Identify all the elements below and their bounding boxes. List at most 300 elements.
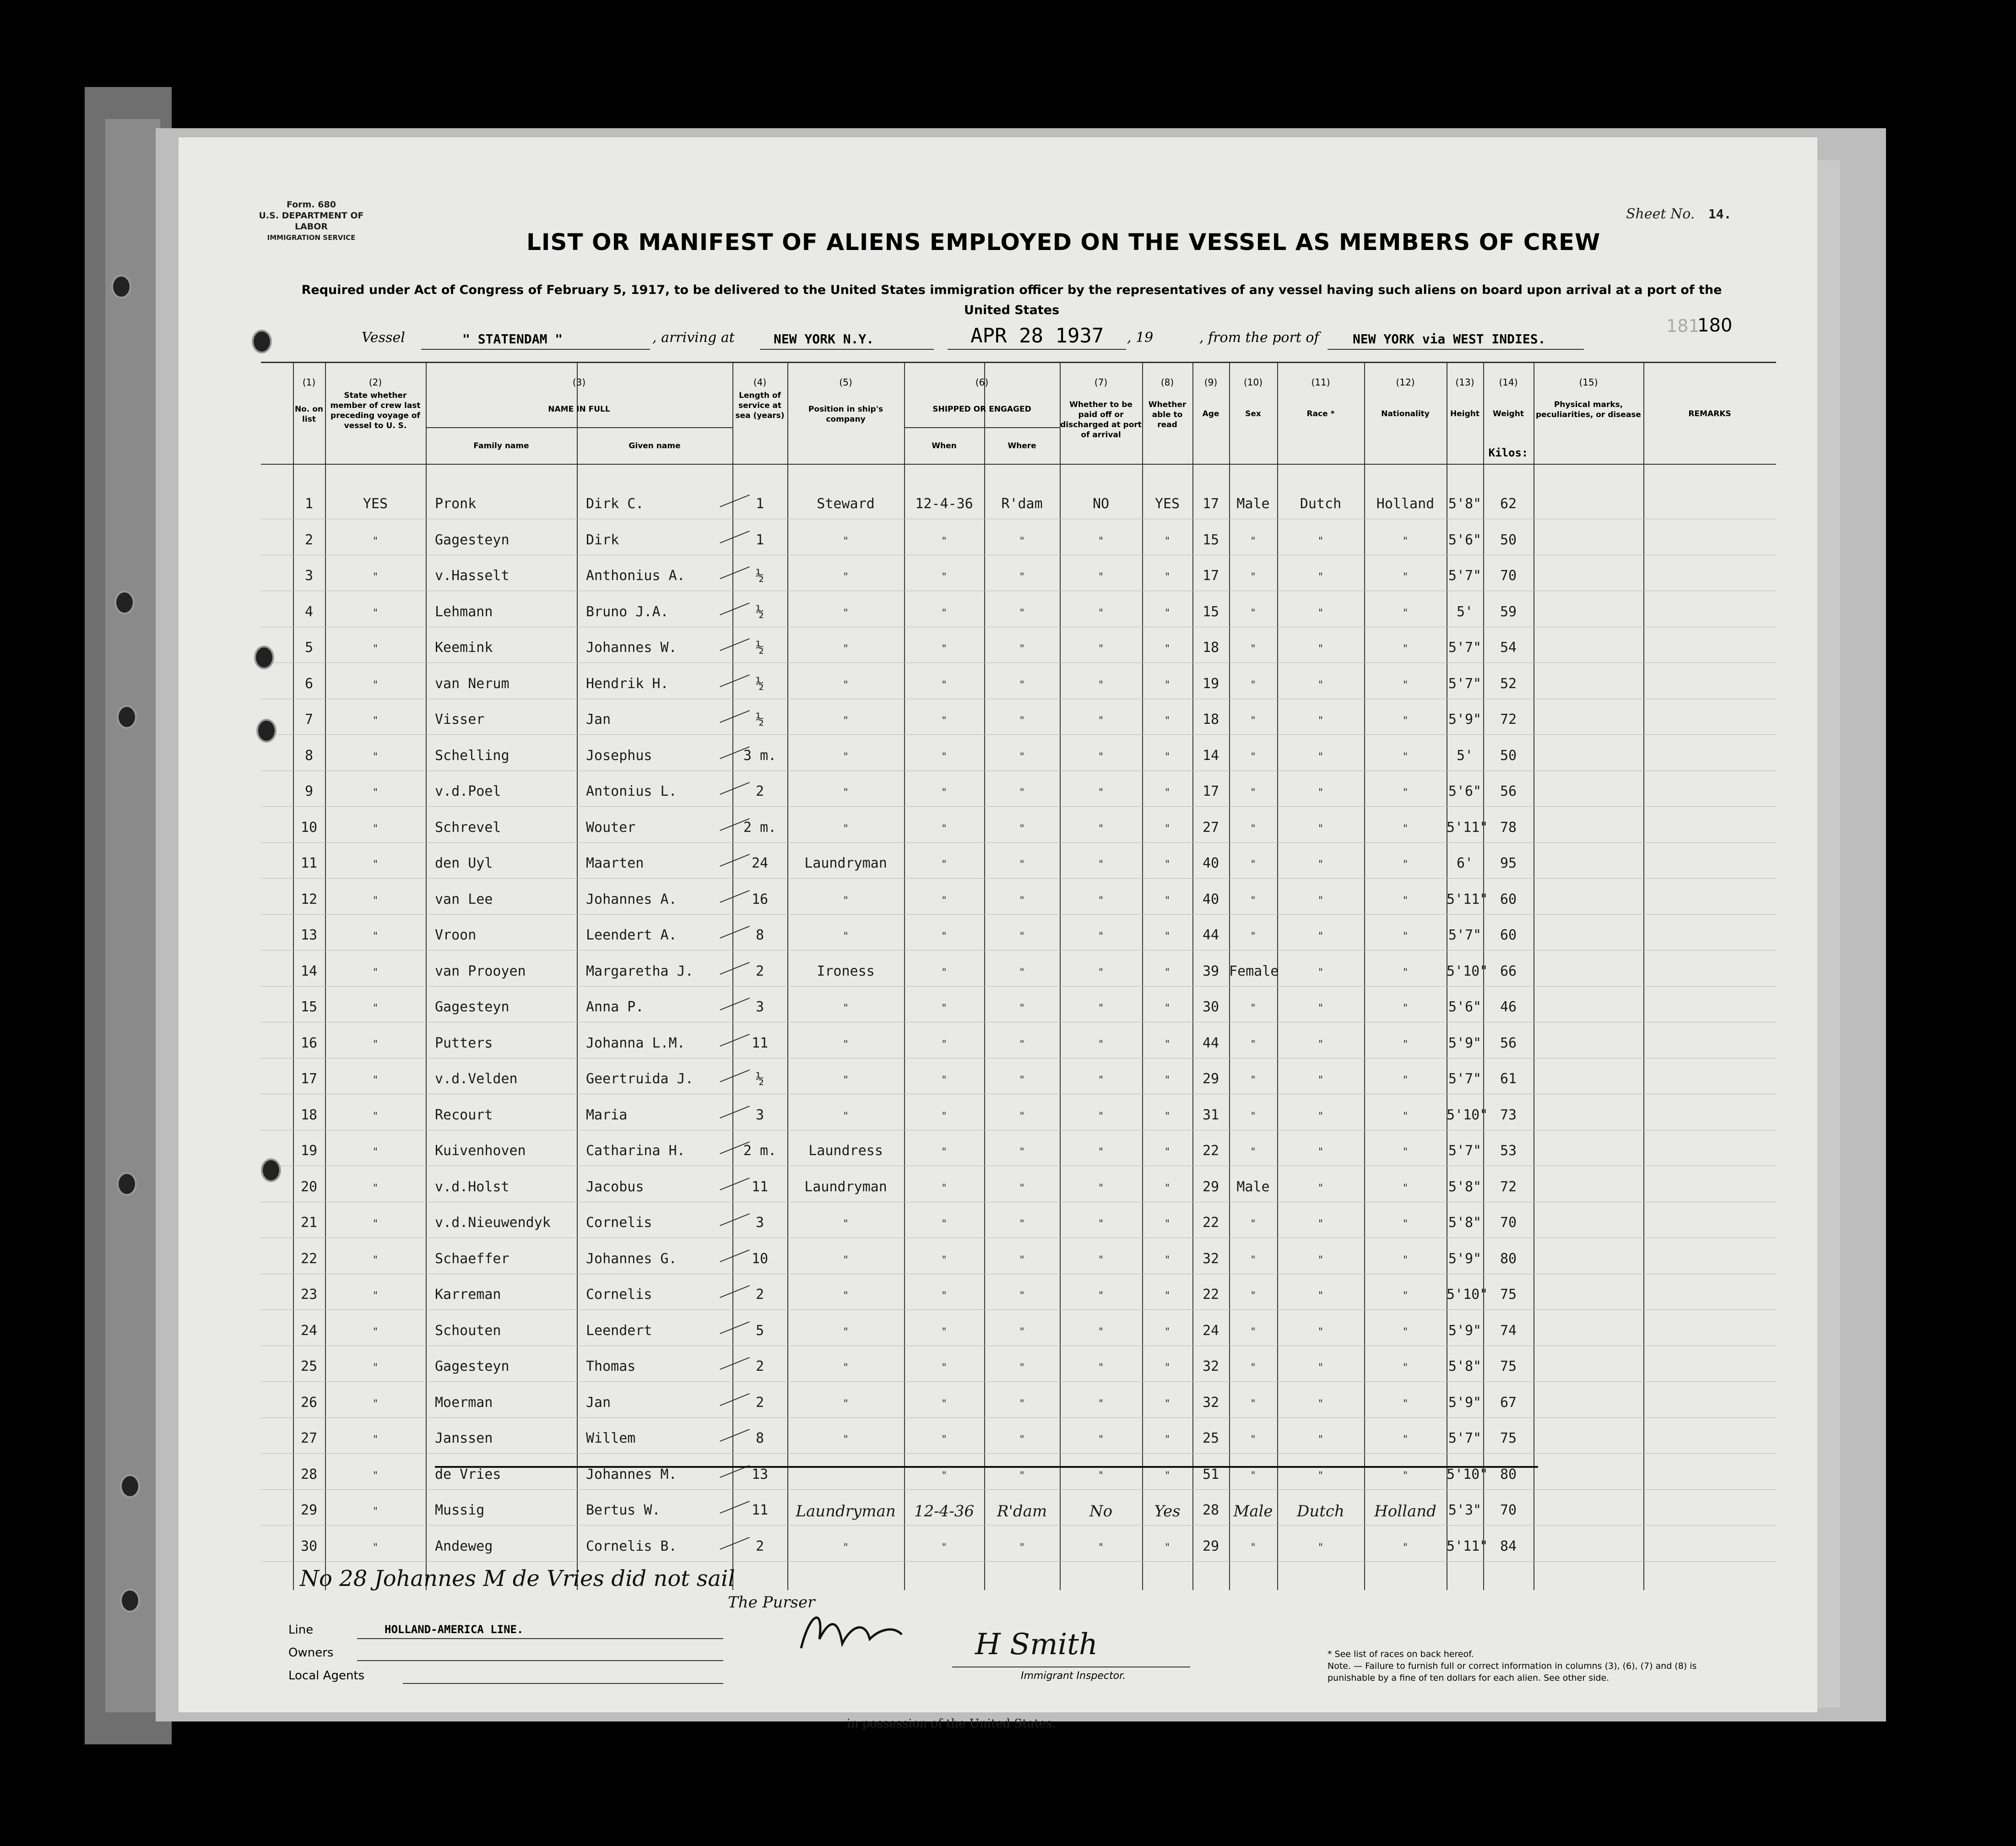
cell-race: "	[1317, 751, 1324, 763]
cell-read: "	[1164, 1075, 1171, 1086]
footnote-races: * See list of races on back hereof.	[1328, 1649, 1474, 1659]
cell-nationality: "	[1402, 1218, 1409, 1230]
col-header-where: Where	[1008, 441, 1036, 451]
cell-height: 5'8"	[1448, 1358, 1482, 1374]
cell-prev: "	[372, 1398, 379, 1410]
cell-family: Karreman	[435, 1287, 501, 1303]
cell-family: Schrevel	[435, 819, 501, 836]
cell-no: 22	[300, 1250, 318, 1267]
cell-no: 13	[300, 927, 318, 943]
cell-given: Johannes W.	[586, 640, 677, 656]
cell-position: Laundryman	[804, 855, 887, 871]
col-num: (3)	[572, 377, 586, 388]
cell-read: "	[1164, 1038, 1171, 1050]
cell-prev: "	[372, 1326, 379, 1338]
col-num: (8)	[1160, 377, 1174, 388]
cell-service: 3	[755, 1107, 764, 1123]
cell-where: "	[1019, 1398, 1025, 1410]
row-rule	[261, 1525, 1776, 1526]
cell-weight: 75	[1500, 1358, 1517, 1374]
cell-where: "	[1019, 1434, 1025, 1445]
cell-age: 19	[1202, 675, 1219, 692]
strikethrough-row-28	[435, 1466, 1538, 1468]
cell-family: Andeweg	[435, 1538, 493, 1554]
cell-sex: Female	[1229, 963, 1279, 979]
cell-service: 11	[751, 1035, 769, 1051]
cell-race: "	[1317, 859, 1324, 870]
cell-height: 5'8"	[1448, 496, 1482, 512]
cell-prev: YES	[363, 496, 388, 512]
cell-position: Laundryman	[804, 1178, 887, 1195]
cell-paid: "	[1098, 715, 1104, 727]
cell-where: "	[1019, 1003, 1025, 1014]
cell-weight: 56	[1500, 1035, 1517, 1051]
cell-sex: "	[1250, 859, 1257, 870]
cell-nationality: "	[1402, 1470, 1409, 1482]
col-header-paid-off: Whether to be paid off or discharged at port of arrival	[1060, 400, 1142, 440]
cell-prev: "	[372, 1075, 379, 1086]
cell-family: van Nerum	[435, 675, 509, 692]
cell-paid: "	[1098, 859, 1104, 870]
cell-nationality: "	[1402, 751, 1409, 763]
cell-height: 5'10"	[1447, 1287, 1488, 1303]
cell-where: "	[1019, 1110, 1025, 1122]
cell-no: 9	[304, 783, 314, 799]
cell-race: "	[1317, 571, 1324, 583]
cell-read: "	[1164, 966, 1171, 978]
cell-prev: "	[372, 859, 379, 870]
cell-service: 2	[755, 1394, 764, 1411]
cell-given: Cornelis	[586, 1287, 652, 1303]
cell-given: Catharina H.	[586, 1143, 685, 1159]
agents-underline	[403, 1683, 723, 1684]
cell-read: "	[1164, 1003, 1171, 1014]
vessel-name: " STATENDAM "	[462, 331, 563, 347]
cell-position: "	[842, 1218, 849, 1230]
cell-prev: "	[372, 751, 379, 763]
cell-read: "	[1164, 1398, 1171, 1410]
cell-sex: "	[1250, 679, 1257, 691]
cell-age: 32	[1202, 1250, 1219, 1267]
cell-sex: "	[1250, 1398, 1257, 1410]
cell-no: 8	[304, 747, 314, 764]
cell-service: 8	[755, 927, 764, 943]
cell-prev: "	[372, 715, 379, 727]
vessel-label: Vessel	[362, 330, 405, 346]
cell-family: v.d.Velden	[435, 1071, 518, 1087]
cell-read: "	[1164, 859, 1171, 870]
cell-nationality: "	[1402, 931, 1409, 942]
cell-height: 5'10"	[1447, 963, 1488, 979]
cell-family: Vroon	[435, 927, 477, 943]
punch-hole	[117, 1172, 137, 1196]
from-underline	[1328, 349, 1584, 350]
cell-race: "	[1317, 1470, 1324, 1482]
shipped-subheader-line	[904, 427, 1060, 428]
cell-paid: "	[1098, 535, 1104, 547]
cell-no: 20	[300, 1178, 318, 1195]
cell-service: 10	[751, 1250, 769, 1267]
cell-service: ½	[755, 1071, 764, 1087]
cell-sex: "	[1250, 1362, 1257, 1374]
punch-hole	[252, 330, 272, 353]
cell-race: "	[1317, 966, 1324, 978]
cell-where: "	[1019, 1470, 1025, 1482]
col-num: (7)	[1094, 377, 1108, 388]
crew-table	[261, 362, 1776, 1590]
cell-no: 7	[304, 711, 314, 728]
owners-underline	[357, 1660, 723, 1661]
row-rule	[261, 1309, 1776, 1310]
cell-position: "	[842, 1434, 849, 1445]
cell-where: "	[1019, 1254, 1025, 1266]
col-header-position: Position in ship's company	[808, 405, 883, 424]
col-num: (12)	[1396, 377, 1415, 388]
cell-when: "	[941, 1110, 948, 1122]
cell-weight: 52	[1500, 675, 1517, 692]
cell-no: 10	[300, 819, 318, 836]
cell-position: "	[842, 823, 849, 835]
cell-height: 5'6"	[1448, 783, 1482, 799]
faint-page-number: 181	[1666, 316, 1700, 336]
cell-where: "	[1019, 1146, 1025, 1158]
cell-where: "	[1019, 823, 1025, 835]
cell-position: "	[842, 1290, 849, 1302]
cell-weight: 75	[1500, 1287, 1517, 1303]
col-header-read: Whether able to read	[1148, 400, 1187, 429]
cell-age: 39	[1202, 963, 1219, 979]
row-rule	[261, 986, 1776, 987]
cell-nationality: "	[1402, 1182, 1409, 1194]
cell-read: YES	[1154, 496, 1180, 512]
cell-when: "	[941, 1398, 948, 1410]
cell-age: 40	[1202, 891, 1219, 907]
cell-paid: "	[1098, 966, 1104, 978]
cell-height: 6'	[1456, 855, 1474, 871]
cell-read: "	[1164, 1290, 1171, 1302]
cell-given: Maria	[586, 1107, 628, 1123]
cell-where: "	[1019, 1362, 1025, 1374]
cell-family: Gagesteyn	[435, 999, 509, 1015]
cell-prev: "	[372, 1434, 379, 1445]
cell-read: "	[1164, 1470, 1171, 1482]
cell-sex: "	[1250, 535, 1257, 547]
cell-position: "	[842, 535, 849, 547]
cell-sex: "	[1250, 787, 1257, 798]
cell-service: 8	[755, 1430, 764, 1446]
cell-when: "	[941, 931, 948, 942]
cell-position: "	[842, 751, 849, 763]
cell-paid: "	[1098, 931, 1104, 942]
col-header-shipped: SHIPPED OR ENGAGED	[932, 405, 1031, 414]
cell-when: "	[941, 571, 948, 583]
purser-signature	[797, 1602, 916, 1662]
cell-family: Gagesteyn	[435, 532, 509, 548]
col-num: (11)	[1311, 377, 1330, 388]
cell-race: "	[1317, 1182, 1324, 1194]
cell-when: "	[941, 679, 948, 691]
cell-nationality: "	[1402, 571, 1409, 583]
cell-no: 6	[304, 675, 314, 692]
port-underline	[760, 349, 934, 350]
cell-given: Johannes G.	[586, 1250, 677, 1267]
cell-nationality: Holland	[1374, 1502, 1436, 1520]
cell-family: van Prooyen	[435, 963, 526, 979]
col-header-weight: Weight	[1493, 409, 1524, 418]
cell-no: 26	[300, 1394, 318, 1411]
punch-hole	[114, 591, 135, 614]
cell-when: "	[941, 1146, 948, 1158]
cell-sex: "	[1250, 1218, 1257, 1230]
cell-age: 18	[1202, 640, 1219, 656]
cell-sex: "	[1250, 1146, 1257, 1158]
cell-nationality: "	[1402, 1398, 1409, 1410]
cell-race: "	[1317, 1038, 1324, 1050]
col-num: (13)	[1455, 377, 1474, 388]
form-header	[252, 199, 371, 243]
cell-height: 5'9"	[1448, 1250, 1482, 1267]
cell-height: 5'	[1456, 603, 1474, 620]
cell-given: Dirk C.	[586, 496, 644, 512]
cell-no: 28	[300, 1466, 318, 1482]
cell-nationality: "	[1402, 1038, 1409, 1050]
cell-where: R'dam	[997, 1502, 1047, 1520]
cell-when: "	[941, 607, 948, 619]
cell-race: "	[1317, 895, 1324, 907]
cell-age: 18	[1202, 711, 1219, 728]
cell-service: 11	[751, 1502, 769, 1518]
cell-given: Bertus W.	[586, 1502, 661, 1518]
cell-no: 19	[300, 1143, 318, 1159]
cell-weight: 80	[1500, 1466, 1517, 1482]
cell-family: Putters	[435, 1035, 493, 1051]
cell-position: "	[842, 715, 849, 727]
punch-hole	[120, 1474, 140, 1498]
cell-sex: "	[1250, 931, 1257, 942]
cell-when: "	[941, 1182, 948, 1194]
cell-paid: "	[1098, 1326, 1104, 1338]
cell-sex: "	[1250, 1542, 1257, 1553]
cell-weight: 60	[1500, 927, 1517, 943]
col-num: (10)	[1243, 377, 1263, 388]
cell-age: 25	[1202, 1430, 1219, 1446]
cell-race: "	[1317, 715, 1324, 727]
cell-given: Jacobus	[586, 1178, 644, 1195]
cell-weight: 66	[1500, 963, 1517, 979]
cell-age: 44	[1202, 927, 1219, 943]
cell-height: 5'8"	[1448, 1215, 1482, 1231]
cell-position: "	[842, 1326, 849, 1338]
cell-prev: "	[372, 1362, 379, 1374]
cell-sex: "	[1250, 571, 1257, 583]
cell-paid: "	[1098, 1182, 1104, 1194]
cell-given: Margaretha J.	[586, 963, 694, 979]
cell-read: "	[1164, 1362, 1171, 1374]
cell-paid: "	[1098, 1434, 1104, 1445]
cell-weight: 80	[1500, 1250, 1517, 1267]
cell-when: "	[941, 715, 948, 727]
cell-weight: 54	[1500, 640, 1517, 656]
col-num: (15)	[1579, 377, 1598, 388]
cell-service: 2	[755, 1287, 764, 1303]
cell-given: Willem	[586, 1430, 636, 1446]
cell-no: 21	[300, 1215, 318, 1231]
col-header-prev-voyage: State whether member of crew last preceding voyage of vessel to U. S.	[330, 391, 421, 430]
cell-paid: "	[1098, 787, 1104, 798]
cell-family: Recourt	[435, 1107, 493, 1123]
cell-age: 29	[1202, 1538, 1219, 1554]
cell-paid: "	[1098, 751, 1104, 763]
cell-sex: "	[1250, 1110, 1257, 1122]
cell-weight: 53	[1500, 1143, 1517, 1159]
arriving-port: NEW YORK N.Y.	[774, 331, 874, 347]
cell-weight: 74	[1500, 1322, 1517, 1339]
cell-nationality: "	[1402, 966, 1409, 978]
cell-read: "	[1164, 1326, 1171, 1338]
cell-height: 5'10"	[1447, 1107, 1488, 1123]
cell-family: v.d.Nieuwendyk	[435, 1215, 551, 1231]
cell-prev: "	[372, 823, 379, 835]
cell-race: "	[1317, 1003, 1324, 1014]
cell-when: "	[941, 1326, 948, 1338]
cell-paid: "	[1098, 607, 1104, 619]
cell-nationality: "	[1402, 1110, 1409, 1122]
cell-no: 17	[300, 1071, 318, 1087]
cell-paid: "	[1098, 895, 1104, 907]
col-num: (6)	[975, 377, 989, 388]
cell-weight: 59	[1500, 603, 1517, 620]
cell-service: 2 m.	[743, 819, 777, 836]
cell-no: 25	[300, 1358, 318, 1374]
cell-height: 5'7"	[1448, 1143, 1482, 1159]
cell-paid: "	[1098, 1003, 1104, 1014]
cell-where: "	[1019, 535, 1025, 547]
cell-paid: "	[1098, 1470, 1104, 1482]
cell-where: "	[1019, 715, 1025, 727]
cell-read: "	[1164, 751, 1171, 763]
year-label: , 19	[1127, 330, 1154, 346]
punch-hole	[254, 646, 274, 669]
cell-nationality: "	[1402, 1434, 1409, 1445]
cell-weight: 84	[1500, 1538, 1517, 1554]
cell-weight: 60	[1500, 891, 1517, 907]
cell-given: Jan	[586, 711, 611, 728]
cell-age: 14	[1202, 747, 1219, 764]
cell-sex: "	[1250, 1003, 1257, 1014]
cell-weight: 61	[1500, 1071, 1517, 1087]
cell-family: v.d.Poel	[435, 783, 501, 799]
cell-when: "	[941, 1003, 948, 1014]
cell-paid: "	[1098, 1398, 1104, 1410]
cell-age: 40	[1202, 855, 1219, 871]
row-rule	[261, 914, 1776, 915]
row-rule	[261, 1453, 1776, 1454]
cell-sex: Male	[1236, 1178, 1270, 1195]
cell-when: "	[941, 1075, 948, 1086]
owners-label: Owners	[288, 1646, 334, 1660]
cell-weight: 46	[1500, 999, 1517, 1015]
sheet-number	[1626, 206, 1731, 222]
cell-weight: 72	[1500, 711, 1517, 728]
cell-given: Wouter	[586, 819, 636, 836]
cell-where: "	[1019, 787, 1025, 798]
cell-where: "	[1019, 1218, 1025, 1230]
cell-no: 18	[300, 1107, 318, 1123]
cell-read: "	[1164, 931, 1171, 942]
cell-service: 1	[755, 532, 764, 548]
cell-paid: "	[1098, 643, 1104, 655]
cell-where: "	[1019, 931, 1025, 942]
cell-when: "	[941, 751, 948, 763]
cell-position: "	[842, 787, 849, 798]
name-subheader-line	[426, 427, 732, 428]
cell-race: "	[1317, 1146, 1324, 1158]
cell-when: "	[941, 1362, 948, 1374]
cell-race: "	[1317, 931, 1324, 942]
col-header-height: Height	[1450, 409, 1479, 418]
col-header-physical-marks: Physical marks, peculiarities, or disease	[1536, 400, 1641, 419]
cell-where: "	[1019, 1290, 1025, 1302]
cell-weight: 78	[1500, 819, 1517, 836]
cell-given: Bruno J.A.	[586, 603, 669, 620]
cell-when: 12-4-36	[915, 496, 973, 512]
cell-where: "	[1019, 679, 1025, 691]
cell-prev: "	[372, 787, 379, 798]
cell-weight: 50	[1500, 532, 1517, 548]
weight-unit: Kilos:	[1488, 446, 1528, 459]
col-header-race: Race *	[1306, 409, 1335, 418]
cell-service: 2	[755, 963, 764, 979]
cell-no: 12	[300, 891, 318, 907]
cell-where: "	[1019, 1326, 1025, 1338]
cell-sex: "	[1250, 643, 1257, 655]
cell-family: Schouten	[435, 1322, 501, 1339]
cell-race: "	[1317, 607, 1324, 619]
cell-no: 23	[300, 1287, 318, 1303]
cell-race: "	[1317, 1075, 1324, 1086]
cell-service: 13	[751, 1466, 769, 1482]
cell-when: "	[941, 535, 948, 547]
cell-read: "	[1164, 643, 1171, 655]
cell-nationality: "	[1402, 1003, 1409, 1014]
cell-when: "	[941, 823, 948, 835]
cell-service: 1	[755, 496, 764, 512]
cell-position: "	[842, 1254, 849, 1266]
punch-hole	[261, 1158, 281, 1182]
row-rule	[261, 1417, 1776, 1418]
col-header-remarks: REMARKS	[1688, 409, 1731, 418]
cell-read: "	[1164, 679, 1171, 691]
cell-given: Hendrik H.	[586, 675, 669, 692]
cell-service: ½	[755, 675, 764, 692]
bottom-text: in possession of the United States.	[847, 1717, 1056, 1731]
cell-no: 5	[304, 640, 314, 656]
cell-nationality: Holland	[1376, 496, 1435, 512]
cell-age: 32	[1202, 1358, 1219, 1374]
vessel-underline	[421, 349, 650, 350]
header-bottom-line	[261, 464, 1776, 465]
cell-nationality: "	[1402, 1146, 1409, 1158]
cell-prev: "	[372, 1218, 379, 1230]
cell-service: 24	[751, 855, 769, 871]
cell-age: 24	[1202, 1322, 1219, 1339]
footnote	[1328, 1648, 1740, 1684]
cell-weight: 67	[1500, 1394, 1517, 1411]
cell-height: 5'11"	[1447, 1538, 1488, 1554]
cell-service: 3 m.	[743, 747, 777, 764]
cell-sex: "	[1250, 1075, 1257, 1086]
cell-position: "	[842, 1003, 849, 1014]
